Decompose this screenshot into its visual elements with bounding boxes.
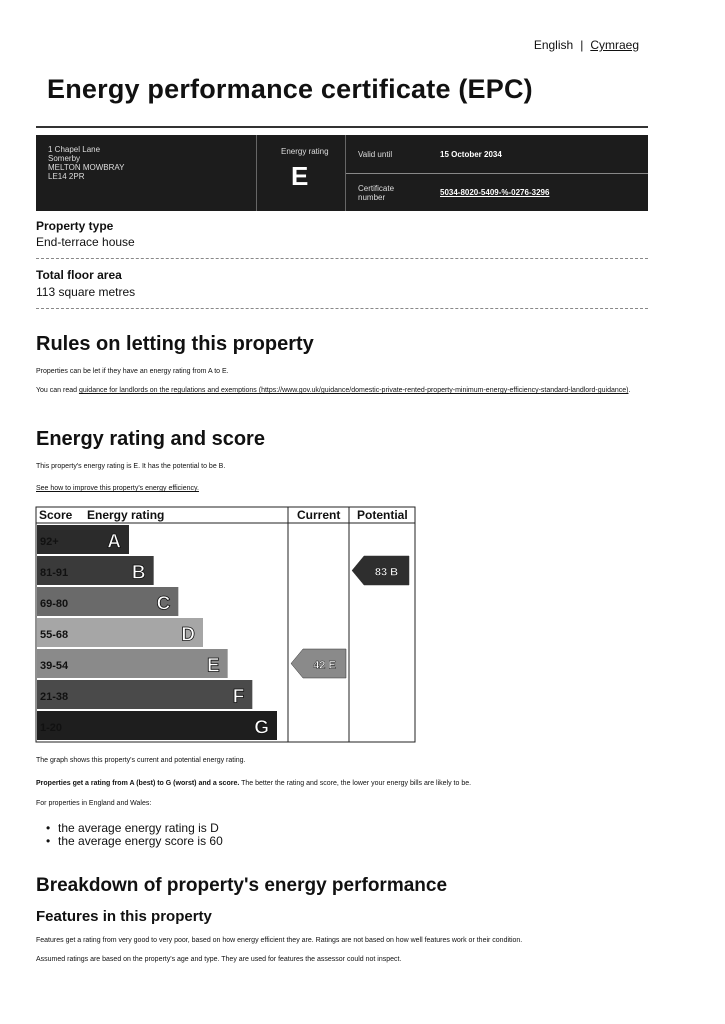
band-score-g: 1-20 [40, 722, 63, 735]
letting-text: Properties can be let if they have an energy rating from A to E. [36, 368, 229, 375]
floor-area-label: Total floor area [36, 268, 122, 282]
floor-area-value: 113 square metres [36, 285, 136, 299]
list-item: • the average energy rating is D [58, 822, 223, 835]
energy-rating-cell [256, 135, 346, 211]
average-list [58, 822, 223, 848]
landlord-guidance-link[interactable]: guidance for landlords on the regulations and exemptions (https://www.gov.uk/guidance/domestic-private-rented-property-minimum-energy-efficiency-standard-landlord-guidance) [78, 387, 629, 394]
property-type-value: End-terrace house [36, 235, 135, 249]
language-english: English [533, 38, 574, 52]
address-line-1: 1 Chapel Lane [48, 145, 101, 154]
energy-rating-heading: Energy rating and score [36, 428, 265, 450]
energy-rating-header: Energy rating [87, 508, 165, 522]
language-separator: | [580, 38, 584, 52]
language-welsh-link[interactable]: Cymraeg [590, 38, 639, 52]
band-score-f: 21-38 [40, 691, 69, 704]
energy-rating-letter: E [291, 161, 309, 191]
improve-efficiency-link[interactable]: See how to improve this property's energy efficiency. [36, 485, 199, 492]
band-score-e: 39-54 [40, 660, 69, 673]
potential-header: Potential [357, 508, 408, 522]
assumed-ratings-text: Assumed ratings are based on the property's age and type. They are used for features the assessor could not inspect. [36, 956, 402, 963]
breakdown-heading: Breakdown of property's energy performance [36, 875, 448, 896]
valid-until-value: 15 October 2034 [440, 150, 502, 159]
potential-rating-label: 83 B [374, 566, 399, 579]
band-score-a: 92+ [40, 536, 59, 549]
graph-note: The graph shows this property's current and potential energy rating. [36, 757, 246, 764]
divider [36, 258, 648, 259]
epc-summary-box [36, 135, 648, 211]
address-line-3: MELTON MOWBRAY [48, 163, 125, 172]
england-wales-text: For properties in England and Wales: [36, 800, 152, 807]
features-text: Features get a rating from very good to very poor, based on how energy efficient they are. Ratings are not based on how well features work or their condition. [36, 937, 523, 944]
band-letter-e: E [206, 655, 220, 677]
band-letter-f: F [232, 686, 245, 708]
rating-explanation [36, 779, 648, 788]
rating-band-g [37, 711, 277, 740]
energy-rating-chart [35, 506, 417, 744]
rating-text: This property's energy rating is E. It has the potential to be B. [36, 463, 226, 470]
letting-guidance [36, 386, 648, 395]
rating-band-f [37, 680, 252, 709]
language-switcher [534, 38, 639, 52]
improve-link-wrap [36, 484, 648, 493]
valid-until-label: Valid until [358, 150, 393, 159]
divider [36, 308, 648, 309]
band-letter-b: B [131, 562, 146, 584]
certificate-number: 5034-8020-5409-%-0276-3296 [440, 188, 550, 197]
band-score-b: 81-91 [40, 567, 69, 580]
property-address [48, 145, 124, 181]
address-line-2: Somerby [48, 154, 81, 163]
features-heading: Features in this property [36, 908, 212, 925]
certificate-row [346, 174, 648, 211]
score-header: Score [39, 508, 73, 522]
page-title: Energy performance certificate (EPC) [47, 74, 533, 104]
energy-rating-label: Energy rating [281, 147, 329, 156]
current-header: Current [297, 508, 341, 522]
valid-until-row [346, 135, 648, 174]
list-item: • the average energy score is 60 [58, 835, 223, 848]
band-letter-d: D [181, 624, 195, 646]
current-rating-label: 42 E [313, 659, 336, 672]
property-type-label: Property type [36, 219, 114, 233]
band-letter-c: C [156, 593, 171, 615]
rating-explanation-bold: Properties get a rating from A (best) to G (worst) and a score. [36, 780, 240, 787]
band-letter-a: A [107, 531, 121, 553]
guidance-suffix: . [628, 387, 631, 394]
title-divider [36, 126, 648, 128]
address-line-4: LE14 2PR [48, 172, 85, 181]
band-score-c: 69-80 [40, 598, 69, 611]
rating-explanation-rest: The better the rating and score, the lower your energy bills are likely to be. [239, 780, 472, 787]
certificate-label: Certificate number [358, 184, 395, 202]
guidance-prefix: You can read [36, 387, 79, 394]
band-score-d: 55-68 [40, 629, 69, 642]
band-letter-g: G [254, 717, 269, 739]
letting-heading: Rules on letting this property [36, 333, 314, 355]
